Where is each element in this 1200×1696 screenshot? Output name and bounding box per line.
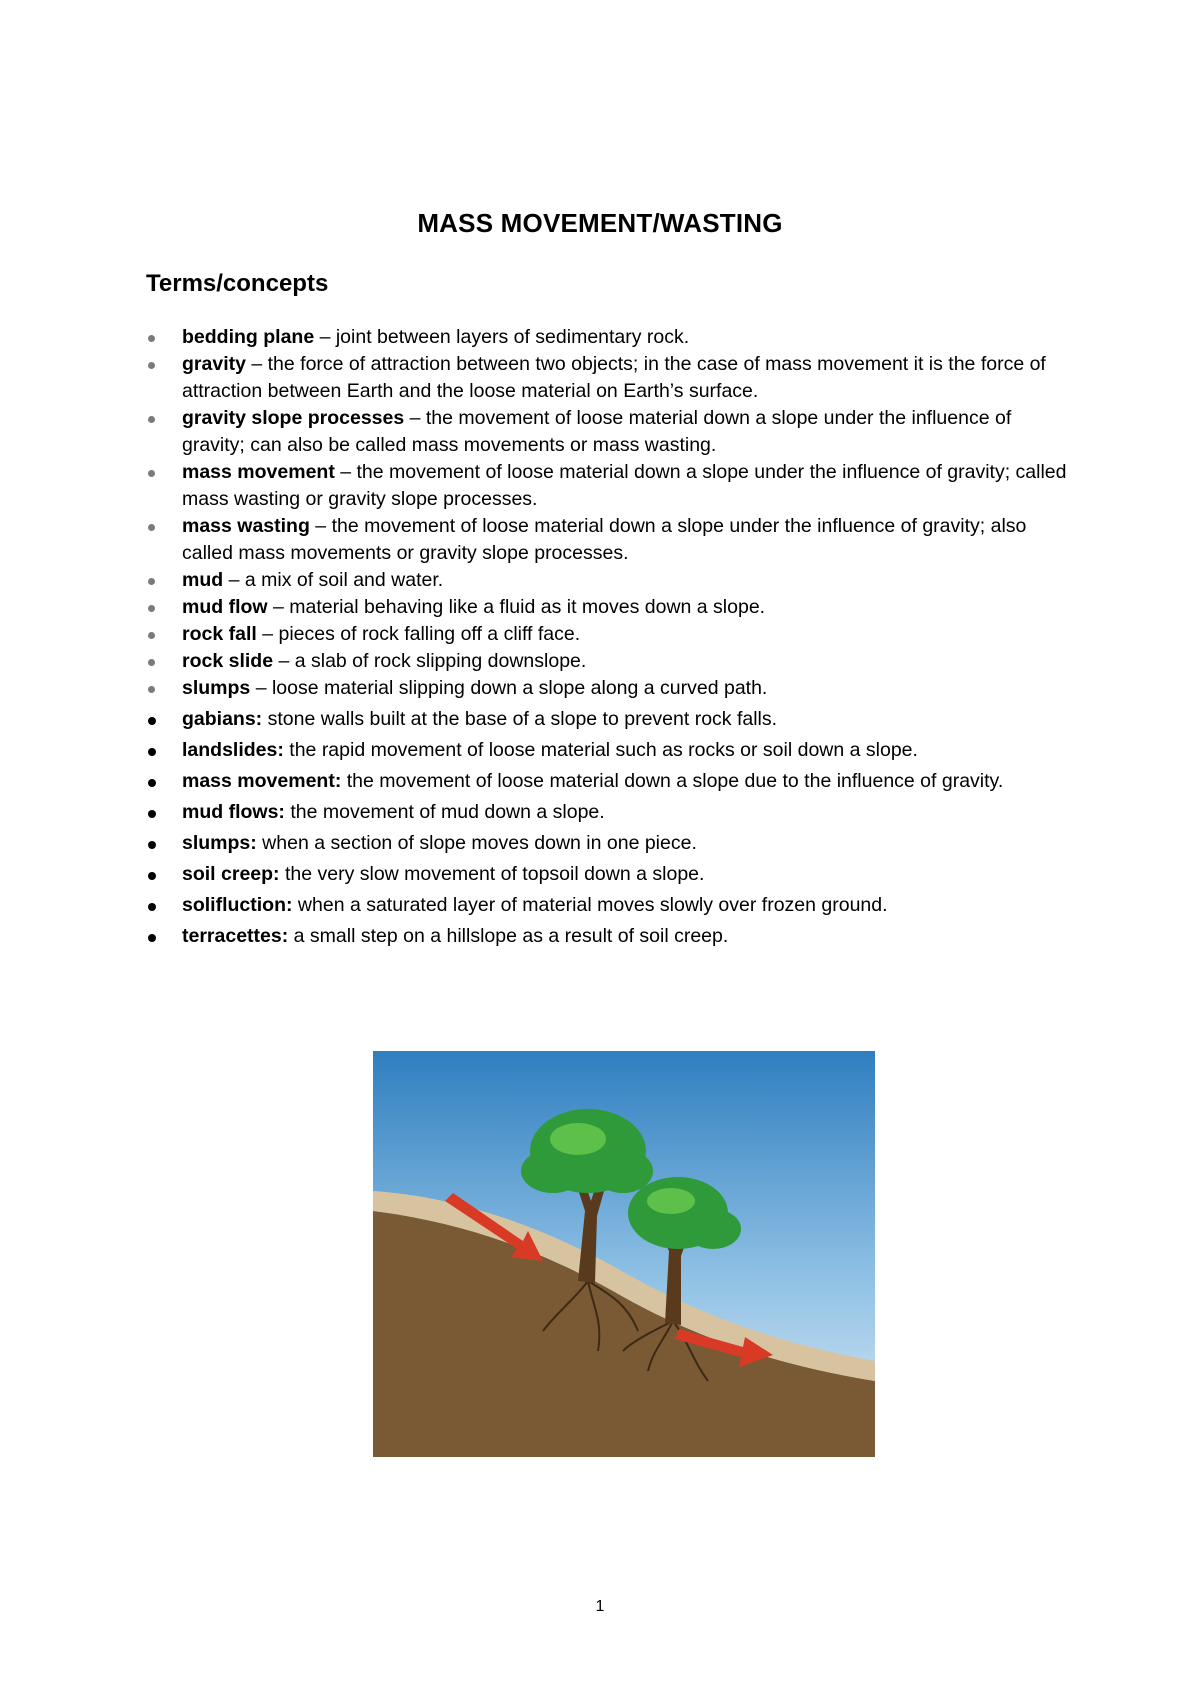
bullet-icon <box>148 841 156 849</box>
term-word: mud flows: <box>182 801 285 823</box>
bullet-icon <box>148 934 156 942</box>
bullet-icon <box>148 335 155 342</box>
term-word: slumps: <box>182 832 257 854</box>
term-word: soil creep: <box>182 863 280 885</box>
terms-list <box>146 324 1076 950</box>
term-definition: the very slow movement of topsoil down a slope. <box>279 863 705 885</box>
soil-creep-illustration <box>373 1051 875 1457</box>
bullet-icon <box>148 470 155 477</box>
bullet-icon <box>148 717 156 725</box>
list-item <box>146 675 1076 702</box>
page-title: MASS MOVEMENT/WASTING <box>417 208 783 238</box>
term-word: bedding plane <box>182 326 315 348</box>
term-definition: – loose material slipping down a slope along a curved path. <box>250 677 768 699</box>
list-item <box>146 621 1076 648</box>
term-definition: – the movement of loose material down a slope under the influence of gravity; called mass wasting or gravity slope processes. <box>182 461 1067 510</box>
term-word: gabians: <box>182 708 263 730</box>
term-definition: a small step on a hillslope as a result of soil creep. <box>288 925 729 947</box>
term-definition: the movement of mud down a slope. <box>284 801 605 823</box>
list-item <box>146 799 1076 826</box>
bullet-icon <box>148 686 155 693</box>
term-word: rock slide <box>182 650 274 672</box>
term-word: solifluction: <box>182 894 293 916</box>
list-item <box>146 768 1076 795</box>
list-item <box>146 513 1076 567</box>
term-word: mass movement: <box>182 770 342 792</box>
term-definition: – the movement of loose material down a slope under the influence of gravity; can also be called mass movements or mass wasting. <box>182 407 1012 456</box>
list-item <box>146 351 1076 405</box>
bullet-icon <box>148 362 155 369</box>
bullet-icon <box>148 632 155 639</box>
bullet-icon <box>148 810 156 818</box>
bullet-icon <box>148 872 156 880</box>
term-definition: when a saturated layer of material moves slowly over frozen ground. <box>292 894 888 916</box>
term-definition: – joint between layers of sedimentary rock. <box>314 326 690 348</box>
bullet-icon <box>148 903 156 911</box>
page-number: 1 <box>595 1598 605 1615</box>
list-item <box>146 892 1076 919</box>
list-item <box>146 405 1076 459</box>
list-item <box>146 567 1076 594</box>
list-item <box>146 648 1076 675</box>
term-word: terracettes: <box>182 925 289 947</box>
list-item <box>146 459 1076 513</box>
term-definition: – the force of attraction between two objects; in the case of mass movement it is the force of attraction between Earth and the loose material on Earth’s surface. <box>182 353 1046 402</box>
list-item <box>146 923 1076 950</box>
term-word: mud <box>182 569 224 591</box>
soil-creep-diagram <box>373 1051 875 1457</box>
section-heading: Terms/concepts <box>146 270 329 297</box>
list-item <box>146 861 1076 888</box>
term-definition: – pieces of rock falling off a cliff face. <box>256 623 581 645</box>
term-word: gravity <box>182 353 246 375</box>
term-word: gravity slope processes <box>182 407 405 429</box>
term-definition: stone walls built at the base of a slope to prevent rock falls. <box>262 708 778 730</box>
term-word: mass wasting <box>182 515 310 537</box>
list-item <box>146 594 1076 621</box>
term-definition: – material behaving like a fluid as it moves down a slope. <box>267 596 766 618</box>
term-definition: the rapid movement of loose material such as rocks or soil down a slope. <box>283 739 918 761</box>
term-definition: – the movement of loose material down a slope under the influence of gravity; also called mass movements or gravity slope processes. <box>182 515 1027 564</box>
bullet-icon <box>148 605 155 612</box>
term-definition: – a slab of rock slipping downslope. <box>273 650 587 672</box>
bullet-icon <box>148 659 155 666</box>
term-word: rock fall <box>182 623 257 645</box>
list-item <box>146 324 1076 351</box>
term-definition: the movement of loose material down a slope due to the influence of gravity. <box>341 770 1004 792</box>
bullet-icon <box>148 578 155 585</box>
list-item <box>146 737 1076 764</box>
bullet-icon <box>148 779 156 787</box>
term-word: mud flow <box>182 596 268 618</box>
term-definition: – a mix of soil and water. <box>223 569 444 591</box>
bullet-icon <box>148 748 156 756</box>
term-definition: when a section of slope moves down in one piece. <box>256 832 697 854</box>
term-word: slumps <box>182 677 251 699</box>
term-word: landslides: <box>182 739 284 761</box>
list-item <box>146 830 1076 857</box>
bullet-icon <box>148 416 155 423</box>
list-item <box>146 706 1076 733</box>
term-word: mass movement <box>182 461 335 483</box>
bullet-icon <box>148 524 155 531</box>
